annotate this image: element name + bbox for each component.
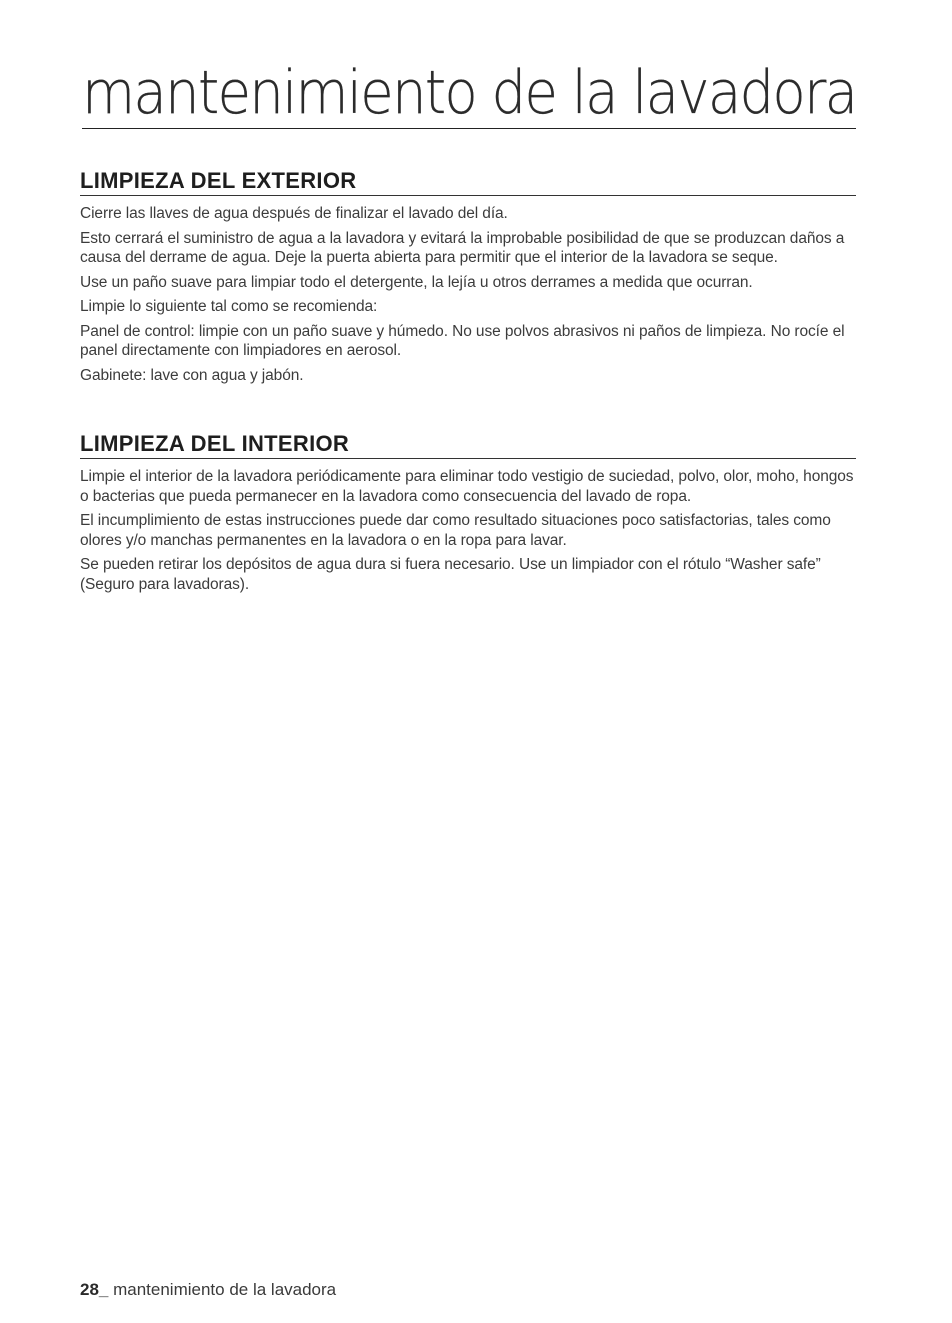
section-exterior-cleaning	[80, 168, 856, 390]
section-interior-cleaning	[80, 431, 856, 599]
page-footer	[80, 1279, 336, 1301]
paragraph: Use un paño suave para limpiar todo el detergente, la lejía u otros derrames a medida que ocurran.	[80, 273, 753, 291]
paragraph: Cierre las llaves de agua después de finalizar el lavado del día.	[80, 205, 508, 222]
title-divider	[82, 128, 856, 129]
paragraph: Esto cerrará el suministro de agua a la lavadora y evitará la improbable posibilidad de que se produzcan daños a causa del derrame de agua. Deje la puerta abierta para permitir que el interior de la lavadora se seque.	[80, 229, 845, 266]
paragraph: Se pueden retirar los depósitos de agua dura si fuera necesario. Use un limpiador con el rótulo “Washer safe” (Seguro para lavadoras).	[80, 556, 821, 593]
paragraph: Gabinete: lave con agua y jabón.	[80, 366, 304, 384]
section-heading: LIMPIEZA DEL EXTERIOR	[80, 168, 856, 196]
section-heading: LIMPIEZA DEL INTERIOR	[80, 431, 856, 459]
paragraph: El incumplimiento de estas instrucciones puede dar como resultado situaciones poco satisfactorias, tales como olores y/o manchas permanentes en la lavadora o en la ropa para lavar.	[80, 512, 831, 549]
paragraph: Panel de control: limpie con un paño suave y húmedo. No use polvos abrasivos ni paños de limpieza. No rocíe el panel directamente con limpiadores en aerosol.	[80, 322, 845, 359]
footer-text: mantenimiento de la lavadora	[108, 1280, 337, 1299]
paragraph: Limpie el interior de la lavadora periódicamente para eliminar todo vestigio de suciedad, polvo, olor, moho, hongos o bacterias que pueda permanecer en la lavadora como consecuencia del lavado de ropa.	[80, 468, 854, 505]
page-number: 28_	[80, 1280, 109, 1299]
page-title: mantenimiento de la lavadora	[82, 58, 857, 128]
paragraph: Limpie lo siguiente tal como se recomienda:	[80, 298, 378, 315]
